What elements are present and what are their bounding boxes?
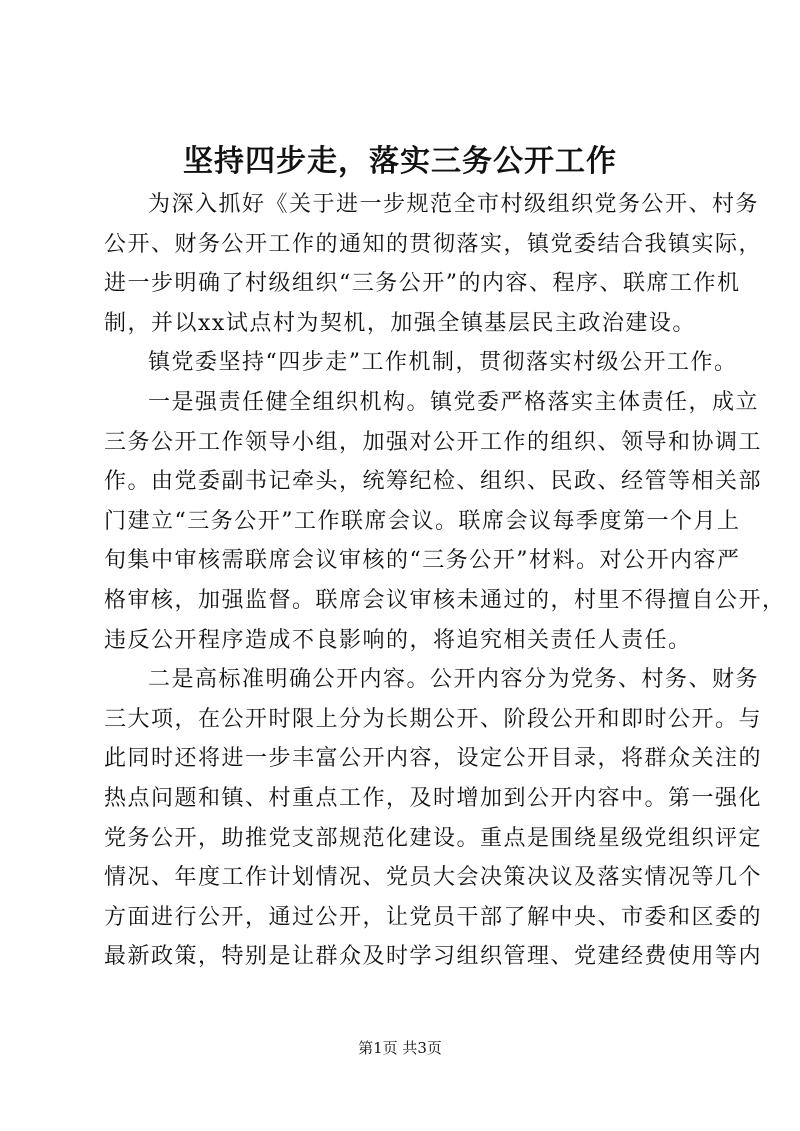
paragraph-line: 旬集中审核需联席会议审核的“三务公开”材料。对公开内容严 [104, 548, 741, 574]
paragraph-line: 门建立“三务公开”工作联席会议。联席会议每季度第一个月上 [104, 508, 741, 534]
paragraph-line: 三大项，在公开时限上分为长期公开、阶段公开和即时公开。与 [104, 706, 763, 732]
paragraph-line: 公开、财务公开工作的通知的贯彻落实，镇党委结合我镇实际， [104, 231, 763, 257]
paragraph-intro [104, 185, 763, 343]
paragraph-line: 违反公开程序造成不良影响的，将追究相关责任人责任。 [104, 627, 692, 653]
document-body [104, 185, 786, 977]
paragraph-line: 格审核，加强监督。联席会议审核未通过的，村里不得擅自公开， [104, 587, 786, 613]
paragraph-line: 三务公开工作领导小组，加强对公开工作的组织、领导和协调工 [104, 429, 763, 455]
page-footer [0, 1038, 800, 1058]
document-title: 坚持四步走，落实三务公开工作 [183, 144, 617, 179]
paragraph-line: 最新政策，特别是让群众及时学习组织管理、党建经费使用等内 [104, 944, 763, 970]
paragraph-line: 为深入抓好《关于进一步规范全市村级组织党务公开、村务 [148, 192, 760, 217]
page-number: 第1页 共3页 [358, 1039, 442, 1057]
paragraph-step-two [104, 660, 763, 977]
paragraph-line: 制，并以xx试点村为契机，加强全镇基层民主政治建设。 [104, 310, 696, 336]
paragraph-line: 二是高标准明确公开内容。公开内容分为党务、村务、财务 [148, 667, 760, 693]
paragraph-line: 党务公开，助推党支部规范化建设。重点是围绕星级党组织评定 [104, 825, 763, 851]
paragraph-line: 一是强责任健全组织机构。镇党委严格落实主体责任，成立 [148, 389, 760, 415]
paragraph-line: 镇党委坚持“四步走”工作机制，贯彻落实村级公开工作。 [148, 350, 738, 376]
paragraph-mechanism [104, 343, 738, 383]
paragraph-line: 情况、年度工作计划情况、党员大会决策决议及落实情况等几个 [104, 865, 763, 891]
paragraph-line: 方面进行公开，通过公开，让党员干部了解中央、市委和区委的 [104, 904, 763, 930]
paragraph-line: 作。由党委副书记牵头，统筹纪检、组织、民政、经管等相关部 [104, 469, 763, 495]
paragraph-step-one [104, 383, 786, 660]
paragraph-line: 此同时还将进一步丰富公开内容，设定公开目录，将群众关注的 [104, 746, 763, 772]
paragraph-line: 进一步明确了村级组织“三务公开”的内容、程序、联席工作机 [104, 271, 741, 297]
paragraph-line: 热点问题和镇、村重点工作，及时增加到公开内容中。第一强化 [104, 785, 763, 811]
